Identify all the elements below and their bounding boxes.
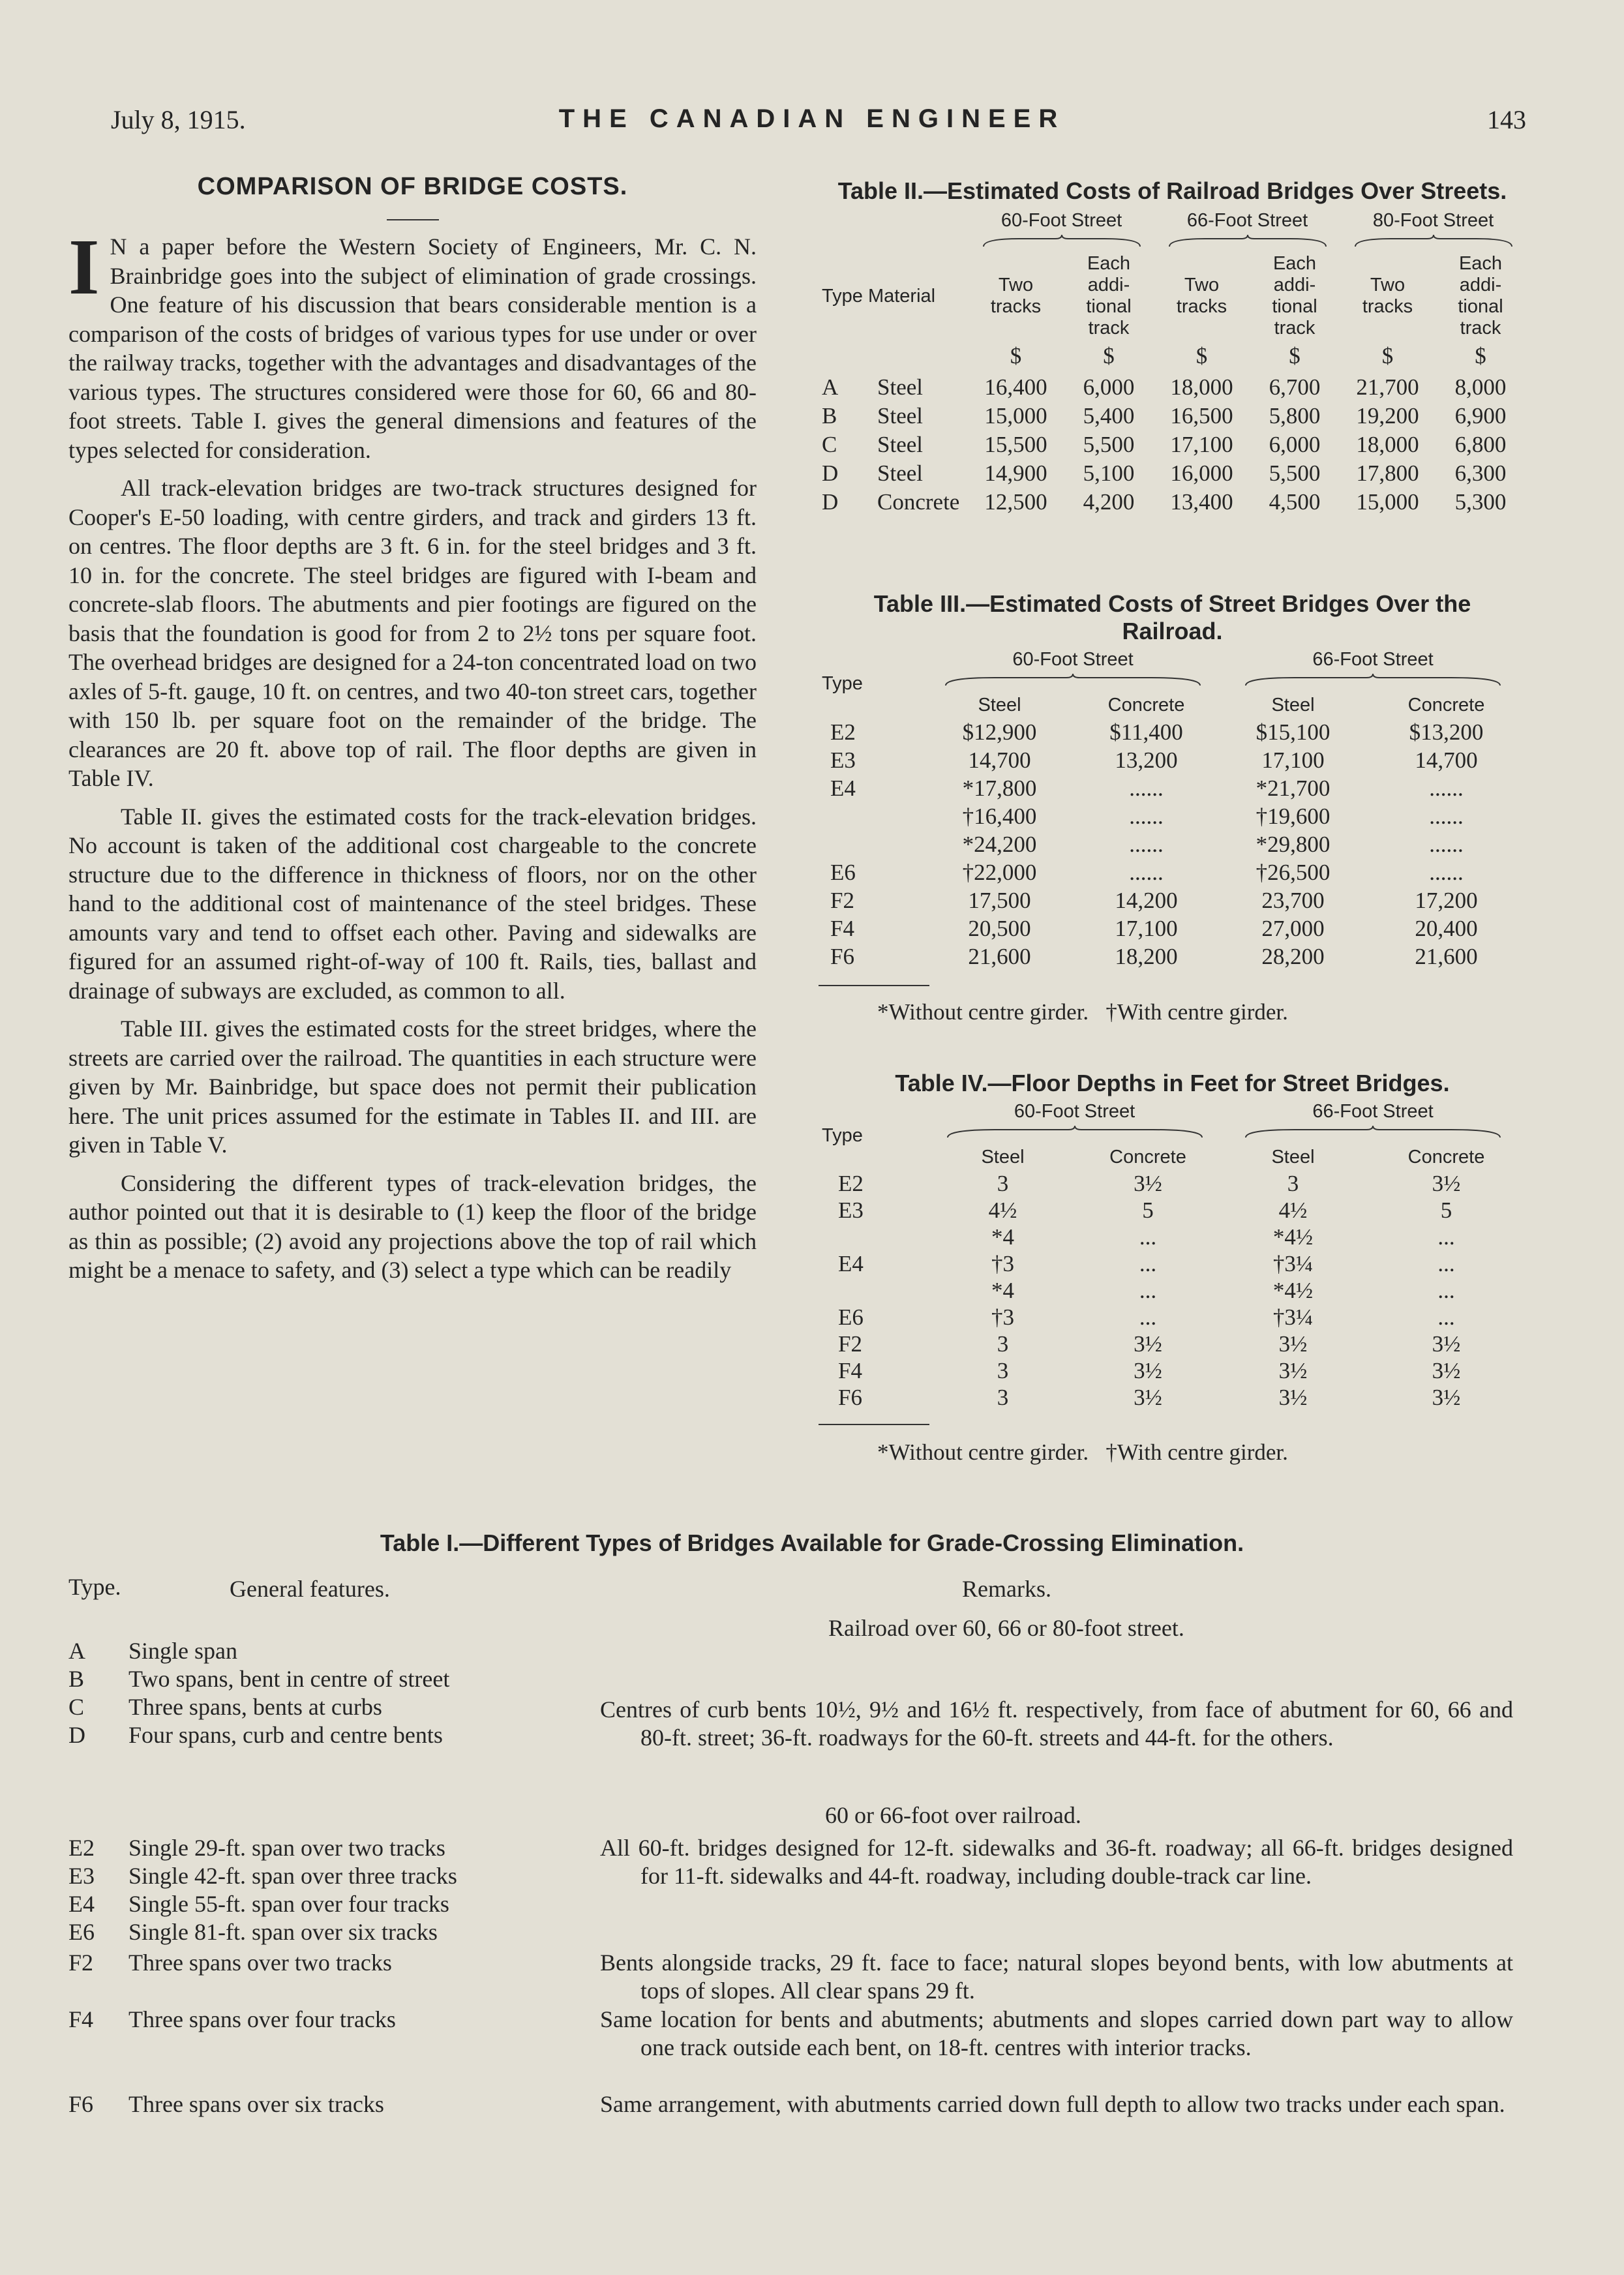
t2-unit: $ bbox=[1381, 343, 1394, 369]
t3-type: F4 bbox=[830, 916, 854, 941]
table-4-grid bbox=[819, 1101, 1526, 1411]
t2-cell: 5,100 bbox=[1083, 460, 1135, 486]
t3-type: F2 bbox=[830, 888, 854, 913]
drop-cap: I bbox=[68, 223, 100, 311]
t3-cell: ...... bbox=[1129, 776, 1164, 801]
t4-row bbox=[819, 1304, 1526, 1331]
t3-cell: 20,500 bbox=[968, 916, 1031, 941]
t4-cell: 3 bbox=[997, 1358, 1009, 1383]
t1-row-f6: F6 Three spans over six tracks bbox=[68, 2091, 384, 2117]
header-date: July 8, 1915. bbox=[111, 105, 246, 134]
t2-cell: 5,800 bbox=[1269, 403, 1321, 429]
t3-cell: 20,400 bbox=[1415, 916, 1478, 941]
t3-group-66: 66-Foot Street bbox=[1220, 649, 1526, 692]
t4-cell: *4½ bbox=[1272, 1278, 1314, 1303]
t2-group-60: 60-Foot Street bbox=[969, 210, 1154, 253]
t4-row bbox=[819, 1250, 1526, 1277]
t4-type: F2 bbox=[838, 1331, 862, 1357]
t2-col-two-tracks: Two tracks bbox=[990, 275, 1042, 317]
t2-material: Steel bbox=[877, 374, 923, 400]
t3-type bbox=[819, 830, 926, 858]
t2-cell: 13,400 bbox=[1170, 489, 1233, 515]
t2-row bbox=[819, 402, 1526, 430]
table-4-title: Table IV.—Floor Depths in Feet for Street Bridges. bbox=[895, 1070, 1450, 1096]
t3-type: E2 bbox=[830, 719, 856, 745]
t4-cell: ... bbox=[1437, 1224, 1455, 1250]
t3-row bbox=[819, 830, 1526, 858]
t3-cell: 14,200 bbox=[1115, 888, 1178, 913]
t3-cell: 13,200 bbox=[1115, 747, 1178, 773]
t2-cell: 6,800 bbox=[1454, 432, 1507, 457]
t3-cell: 17,100 bbox=[1261, 747, 1325, 773]
t4-type: E3 bbox=[838, 1198, 864, 1223]
t4-cell: ... bbox=[1139, 1278, 1157, 1303]
t1-col-type: Type. bbox=[68, 1574, 121, 1600]
t3-type bbox=[819, 802, 926, 830]
t3-subcol: Concrete bbox=[1107, 695, 1185, 716]
t4-note-rule bbox=[819, 1424, 929, 1425]
table-3-title: Table III.—Estimated Costs of Street Bridges Over the Railroad. bbox=[873, 590, 1471, 644]
t2-cell: 4,500 bbox=[1269, 489, 1321, 515]
t2-material: Steel bbox=[877, 403, 923, 429]
t4-cell: ... bbox=[1139, 1304, 1157, 1330]
t3-type: F6 bbox=[830, 944, 854, 969]
t3-row bbox=[819, 914, 1526, 942]
t3-cell: ...... bbox=[1429, 804, 1464, 829]
t3-cell: ...... bbox=[1429, 832, 1464, 857]
t1-row-f4: F4 Three spans over four tracks bbox=[68, 2006, 396, 2032]
journal-title: THE CANADIAN ENGINEER bbox=[558, 104, 1066, 133]
t4-type: E6 bbox=[838, 1304, 864, 1330]
t1-remark-f6: Same arrangement, with abutments carried down full depth to allow two tracks under each span. bbox=[600, 2091, 1505, 2117]
t2-group-66: 66-Foot Street bbox=[1154, 210, 1340, 253]
t2-group-80: 80-Foot Street bbox=[1340, 210, 1526, 253]
t1-types-e bbox=[68, 1834, 457, 1946]
t1-col-remarks: Remarks. bbox=[962, 1576, 1051, 1602]
t3-cell: 17,500 bbox=[968, 888, 1031, 913]
t3-cell: $11,400 bbox=[1109, 719, 1183, 745]
t2-row bbox=[819, 430, 1526, 459]
t4-cell: 3 bbox=[1287, 1171, 1299, 1196]
t2-material: Steel bbox=[877, 460, 923, 486]
t4-subcol: Concrete bbox=[1407, 1147, 1485, 1168]
t2-type: D bbox=[822, 489, 839, 515]
t1-types-a-d bbox=[68, 1637, 449, 1749]
t4-cell: ... bbox=[1139, 1224, 1157, 1250]
t4-cell: 3½ bbox=[1432, 1331, 1461, 1357]
t3-subcol: Concrete bbox=[1407, 695, 1485, 716]
t3-row bbox=[819, 802, 1526, 830]
t2-cell: 15,000 bbox=[1356, 489, 1419, 515]
t1-row-f2: F2 Three spans over two tracks bbox=[68, 1950, 392, 1976]
t4-cell: 3½ bbox=[1134, 1331, 1162, 1357]
t4-subcol: Concrete bbox=[1109, 1147, 1186, 1168]
t2-cell: 14,900 bbox=[984, 460, 1047, 486]
t3-cell: *17,800 bbox=[962, 776, 1037, 801]
t2-row bbox=[819, 488, 1526, 517]
t1-col-features: General features. bbox=[230, 1576, 390, 1602]
t4-cell: 3½ bbox=[1134, 1171, 1162, 1196]
t3-cell: 14,700 bbox=[968, 747, 1031, 773]
t1-row: B Two spans, bent in centre of street bbox=[68, 1666, 450, 1692]
t4-cell: 3½ bbox=[1432, 1385, 1461, 1410]
t2-unit: $ bbox=[1475, 343, 1486, 369]
t4-cell: †3¼ bbox=[1272, 1251, 1314, 1276]
t3-type: E4 bbox=[830, 776, 856, 801]
t1-row: E4 Single 55-ft. span over four tracks bbox=[68, 1891, 449, 1917]
t1-remark-f2: Bents alongside tracks, 29 ft. face to face; natural slopes beyond bents, with low abutments at tops of slopes. All clear spans 29 ft. bbox=[600, 1950, 1513, 2004]
t4-col-type: Type bbox=[822, 1124, 863, 1146]
t4-type: F4 bbox=[838, 1358, 862, 1383]
article-title: COMPARISON OF BRIDGE COSTS. bbox=[197, 173, 628, 200]
t3-row bbox=[819, 746, 1526, 774]
t4-row bbox=[819, 1170, 1526, 1197]
t2-col-each-track: Each addi- tional track bbox=[1086, 253, 1132, 339]
t3-cell: *24,200 bbox=[962, 832, 1037, 857]
t4-cell: 4½ bbox=[988, 1198, 1017, 1223]
t2-col-two-tracks: Two tracks bbox=[1362, 275, 1413, 317]
t2-type: C bbox=[822, 432, 837, 457]
t4-cell: †3 bbox=[991, 1251, 1014, 1276]
t3-footnote: *Without centre girder. †With centre girder. bbox=[877, 999, 1288, 1025]
t1-section-street-over-railroad: 60 or 66-foot over railroad. bbox=[825, 1802, 1081, 1828]
t3-row bbox=[819, 886, 1526, 914]
t1-row: C Three spans, bents at curbs bbox=[68, 1694, 382, 1720]
t3-cell: †16,400 bbox=[962, 804, 1037, 829]
t3-group-60: 60-Foot Street bbox=[926, 649, 1220, 692]
t1-remark-f4: Same location for bents and abutments; abutments and slopes carried down part way to allow one track outside each bent, on 18-ft. centres with interior tracks. bbox=[600, 2006, 1513, 2060]
t2-cell: 4,200 bbox=[1083, 489, 1135, 515]
t4-group-66: 66-Foot Street bbox=[1220, 1101, 1526, 1144]
t2-cell: 18,000 bbox=[1170, 374, 1233, 400]
table-2-title: Table II.—Estimated Costs of Railroad Bridges Over Streets. bbox=[837, 177, 1507, 204]
t2-cell: 18,000 bbox=[1356, 432, 1419, 457]
t3-cell: 17,200 bbox=[1415, 888, 1478, 913]
t4-cell: 3 bbox=[997, 1331, 1009, 1357]
t3-cell: *29,800 bbox=[1256, 832, 1331, 857]
t4-row bbox=[819, 1331, 1526, 1357]
t2-unit: $ bbox=[1195, 343, 1208, 369]
t4-subcol: Steel bbox=[1271, 1147, 1315, 1168]
t3-cell: 14,700 bbox=[1415, 747, 1478, 773]
t4-cell: *4 bbox=[991, 1224, 1014, 1250]
t4-cell: 3½ bbox=[1134, 1358, 1162, 1383]
t1-remark-sidewalks: All 60-ft. bridges designed for 12-ft. sidewalks and 36-ft. roadway; all 66-ft. bridges designed for 11-ft. sidewalks and 44-ft. roadway, including double-track car line. bbox=[600, 1835, 1513, 1889]
t3-cell: $15,100 bbox=[1256, 719, 1331, 745]
t2-row bbox=[819, 373, 1526, 402]
t3-cell: 27,000 bbox=[1261, 916, 1325, 941]
t2-cell: 6,700 bbox=[1269, 374, 1321, 400]
t4-cell: 5 bbox=[1142, 1198, 1154, 1223]
t4-type bbox=[819, 1224, 929, 1250]
t2-cell: 6,900 bbox=[1454, 403, 1507, 429]
t3-cell: 17,100 bbox=[1115, 916, 1178, 941]
table-2-grid bbox=[819, 210, 1526, 517]
t2-cell: 6,000 bbox=[1269, 432, 1321, 457]
t4-cell: †3¼ bbox=[1272, 1304, 1314, 1330]
t2-cell: 8,000 bbox=[1454, 374, 1507, 400]
t2-cell: 5,400 bbox=[1083, 403, 1135, 429]
t3-cell: ...... bbox=[1129, 832, 1164, 857]
t1-section-railroad-over-street: Railroad over 60, 66 or 80-foot street. bbox=[828, 1615, 1184, 1641]
t3-cell: ...... bbox=[1429, 776, 1464, 801]
article-paragraph-3: Table II. gives the estimated costs for the track-elevation bridges. No account is taken of the additional cost chargeable to the concrete structure due to the difference in thickness of floors, nor on the other hand to the additional cost of maintenance of the steel bridges. These amounts vary and tend to offset each other. Paving and sidewalks are figured for an assumed right-of-way of 100 ft. Rails, ties, ballast and drainage of subways are excluded, as common to all. bbox=[68, 803, 757, 1004]
t2-unit: $ bbox=[1010, 343, 1022, 369]
t4-cell: ... bbox=[1437, 1278, 1455, 1303]
t2-cell: 5,300 bbox=[1454, 489, 1507, 515]
t2-cell: 5,500 bbox=[1083, 432, 1135, 457]
article-column bbox=[68, 173, 757, 1285]
t2-cell: 17,800 bbox=[1356, 460, 1419, 486]
t3-subcol: Steel bbox=[1271, 695, 1315, 716]
t3-cell: $13,200 bbox=[1409, 719, 1484, 745]
t2-col-each-track: Each addi- tional track bbox=[1272, 253, 1317, 339]
t4-row bbox=[819, 1197, 1526, 1224]
t3-type: E3 bbox=[830, 747, 856, 773]
t2-col-each-track: Each addi- tional track bbox=[1458, 253, 1503, 339]
t2-cell: 6,000 bbox=[1083, 374, 1135, 400]
article-paragraph-2: All track-elevation bridges are two-track structures designed for Cooper's E-50 loading, with centre girders, and track and girders 13 ft. on centres. The floor depths are 3 ft. 6 in. for the steel bridges and 3 ft. 10 in. for the concrete. The steel bridges are figured with I-beam and concrete-slab floors. The abutments and pier footings are figured on the basis that the foundation is good for from 2 to 2½ tons per square foot. The overhead bridges are designed for a 24-ton concentrated load on two axles of 5-ft. gauge, 10 ft. on centres, and two 40-ton street cars, together with 150 lb. per square foot on the remainder of the bridge. The clearances are 20 ft. above top of rail. The floor depths are given in Table IV. bbox=[68, 475, 757, 791]
t3-cell: 21,600 bbox=[968, 944, 1031, 969]
t1-row: E2 Single 29-ft. span over two tracks bbox=[68, 1835, 445, 1861]
t3-type: E6 bbox=[830, 860, 856, 885]
t3-cell: †26,500 bbox=[1256, 860, 1331, 885]
t4-cell: 3½ bbox=[1432, 1358, 1461, 1383]
t4-row bbox=[819, 1357, 1526, 1384]
t4-row bbox=[819, 1277, 1526, 1304]
t4-cell: 3½ bbox=[1278, 1385, 1308, 1410]
t4-type bbox=[819, 1277, 929, 1304]
t2-cell: 15,500 bbox=[984, 432, 1047, 457]
t1-row: E6 Single 81-ft. span over six tracks bbox=[68, 1919, 438, 1945]
t4-cell: 4½ bbox=[1278, 1198, 1308, 1223]
t3-cell: †22,000 bbox=[962, 860, 1037, 885]
t2-cell: 21,700 bbox=[1356, 374, 1419, 400]
t3-cell: 18,200 bbox=[1115, 944, 1178, 969]
t3-row bbox=[819, 858, 1526, 886]
article-paragraph-5: Considering the different types of track-elevation bridges, the author pointed out that it is desirable to (1) keep the floor of the bridge as thin as possible; (2) avoid any projections above the top of rail which might be a menace to safety, and (3) select a type which can be readily bbox=[68, 1169, 757, 1283]
t1-row: D Four spans, curb and centre bents bbox=[68, 1722, 443, 1748]
t4-cell: ... bbox=[1437, 1304, 1455, 1330]
t4-cell: ... bbox=[1139, 1251, 1157, 1276]
t3-cell: $12,900 bbox=[962, 719, 1037, 745]
t2-type: D bbox=[822, 460, 839, 486]
t4-cell: *4½ bbox=[1272, 1224, 1314, 1250]
t3-note-rule bbox=[819, 985, 929, 986]
t4-type: E2 bbox=[838, 1171, 864, 1196]
table-3 bbox=[819, 590, 1526, 1025]
title-divider bbox=[387, 219, 439, 220]
t3-row bbox=[819, 942, 1526, 971]
t2-unit: $ bbox=[1289, 343, 1301, 369]
t2-cell: 16,000 bbox=[1170, 460, 1233, 486]
t3-cell: 28,200 bbox=[1261, 944, 1325, 969]
t4-cell: 3½ bbox=[1432, 1171, 1461, 1196]
t4-row bbox=[819, 1224, 1526, 1250]
t2-cell: 12,500 bbox=[984, 489, 1047, 515]
t1-remark-curb-bents: Centres of curb bents 10½, 9½ and 16½ ft. respectively, from face of abutment for 60, 66 and 80-ft. street; 36-ft. roadways for the 60-ft. streets and 44-ft. for the others. bbox=[600, 1696, 1513, 1751]
t3-cell: ...... bbox=[1429, 860, 1464, 885]
t4-cell: 3½ bbox=[1134, 1385, 1162, 1410]
t4-cell: 3½ bbox=[1278, 1358, 1308, 1383]
t4-cell: 3½ bbox=[1278, 1331, 1308, 1357]
t4-footnote: *Without centre girder. †With centre girder. bbox=[877, 1439, 1288, 1465]
t4-cell: 3 bbox=[997, 1171, 1009, 1196]
t2-cell: 6,300 bbox=[1454, 460, 1507, 486]
t2-row bbox=[819, 459, 1526, 488]
t2-cell: 17,100 bbox=[1170, 432, 1233, 457]
t4-row bbox=[819, 1384, 1526, 1411]
t2-type: A bbox=[822, 374, 839, 400]
t3-cell: ...... bbox=[1129, 860, 1164, 885]
t1-row: A Single span bbox=[68, 1638, 237, 1664]
table-2 bbox=[819, 177, 1526, 517]
t2-cell: 16,400 bbox=[984, 374, 1047, 400]
t2-cell: 15,000 bbox=[984, 403, 1047, 429]
t2-material: Steel bbox=[877, 432, 923, 457]
t4-group-60: 60-Foot Street bbox=[929, 1101, 1220, 1144]
t2-cell: 19,200 bbox=[1356, 403, 1419, 429]
t4-cell: 5 bbox=[1440, 1198, 1452, 1223]
t4-cell: ... bbox=[1437, 1251, 1455, 1276]
t3-col-type: Type bbox=[822, 672, 863, 694]
t2-col-two-tracks: Two tracks bbox=[1176, 275, 1227, 317]
t4-type: F6 bbox=[838, 1385, 862, 1410]
t3-row bbox=[819, 774, 1526, 802]
t1-row: E3 Single 42-ft. span over three tracks bbox=[68, 1863, 457, 1889]
page-number: 143 bbox=[1487, 105, 1526, 134]
t2-unit: $ bbox=[1103, 343, 1115, 369]
t3-subcol: Steel bbox=[978, 695, 1021, 716]
t3-cell: ...... bbox=[1129, 804, 1164, 829]
table-3-grid bbox=[819, 649, 1526, 971]
table-4 bbox=[819, 1070, 1526, 1466]
t2-type: B bbox=[822, 403, 837, 429]
t3-cell: †19,600 bbox=[1256, 804, 1331, 829]
table-1-title: Table I.—Different Types of Bridges Available for Grade-Crossing Elimination. bbox=[380, 1529, 1244, 1556]
t4-cell: *4 bbox=[991, 1278, 1014, 1303]
t2-col-type-material: Type Material bbox=[822, 285, 936, 307]
t3-row bbox=[819, 718, 1526, 746]
t4-type: E4 bbox=[838, 1251, 864, 1276]
t3-cell: 21,600 bbox=[1415, 944, 1478, 969]
t3-cell: *21,700 bbox=[1256, 776, 1331, 801]
t4-subcol: Steel bbox=[981, 1147, 1025, 1168]
article-paragraph-1: I N a paper before the Western Society of Engineers, Mr. C. N. Brainbridge goes into the subject of elimination of grade crossings. One feature of his discussion that bears considerable mention is a comparison of the costs of bridges of various types for use under or over the railway tracks, together with the advantages and disadvantages of the various types. The structures considered were those for 60, 66 and 80-foot streets. Table I. gives the general dimensions and features of the types selected for consideration. bbox=[68, 223, 757, 463]
t4-cell: †3 bbox=[991, 1304, 1014, 1330]
t2-material: Concrete bbox=[877, 489, 960, 515]
article-paragraph-4: Table III. gives the estimated costs for the street bridges, where the streets are carried over the railroad. The quantities in each structure were given by Mr. Bainbridge, but space does not permit their publication here. The unit prices assumed for the estimate in Tables II. and III. are given in Table V. bbox=[68, 1016, 757, 1158]
t3-cell: 23,700 bbox=[1261, 888, 1325, 913]
t4-cell: 3 bbox=[997, 1385, 1009, 1410]
t2-cell: 16,500 bbox=[1170, 403, 1233, 429]
t2-cell: 5,500 bbox=[1269, 460, 1321, 486]
